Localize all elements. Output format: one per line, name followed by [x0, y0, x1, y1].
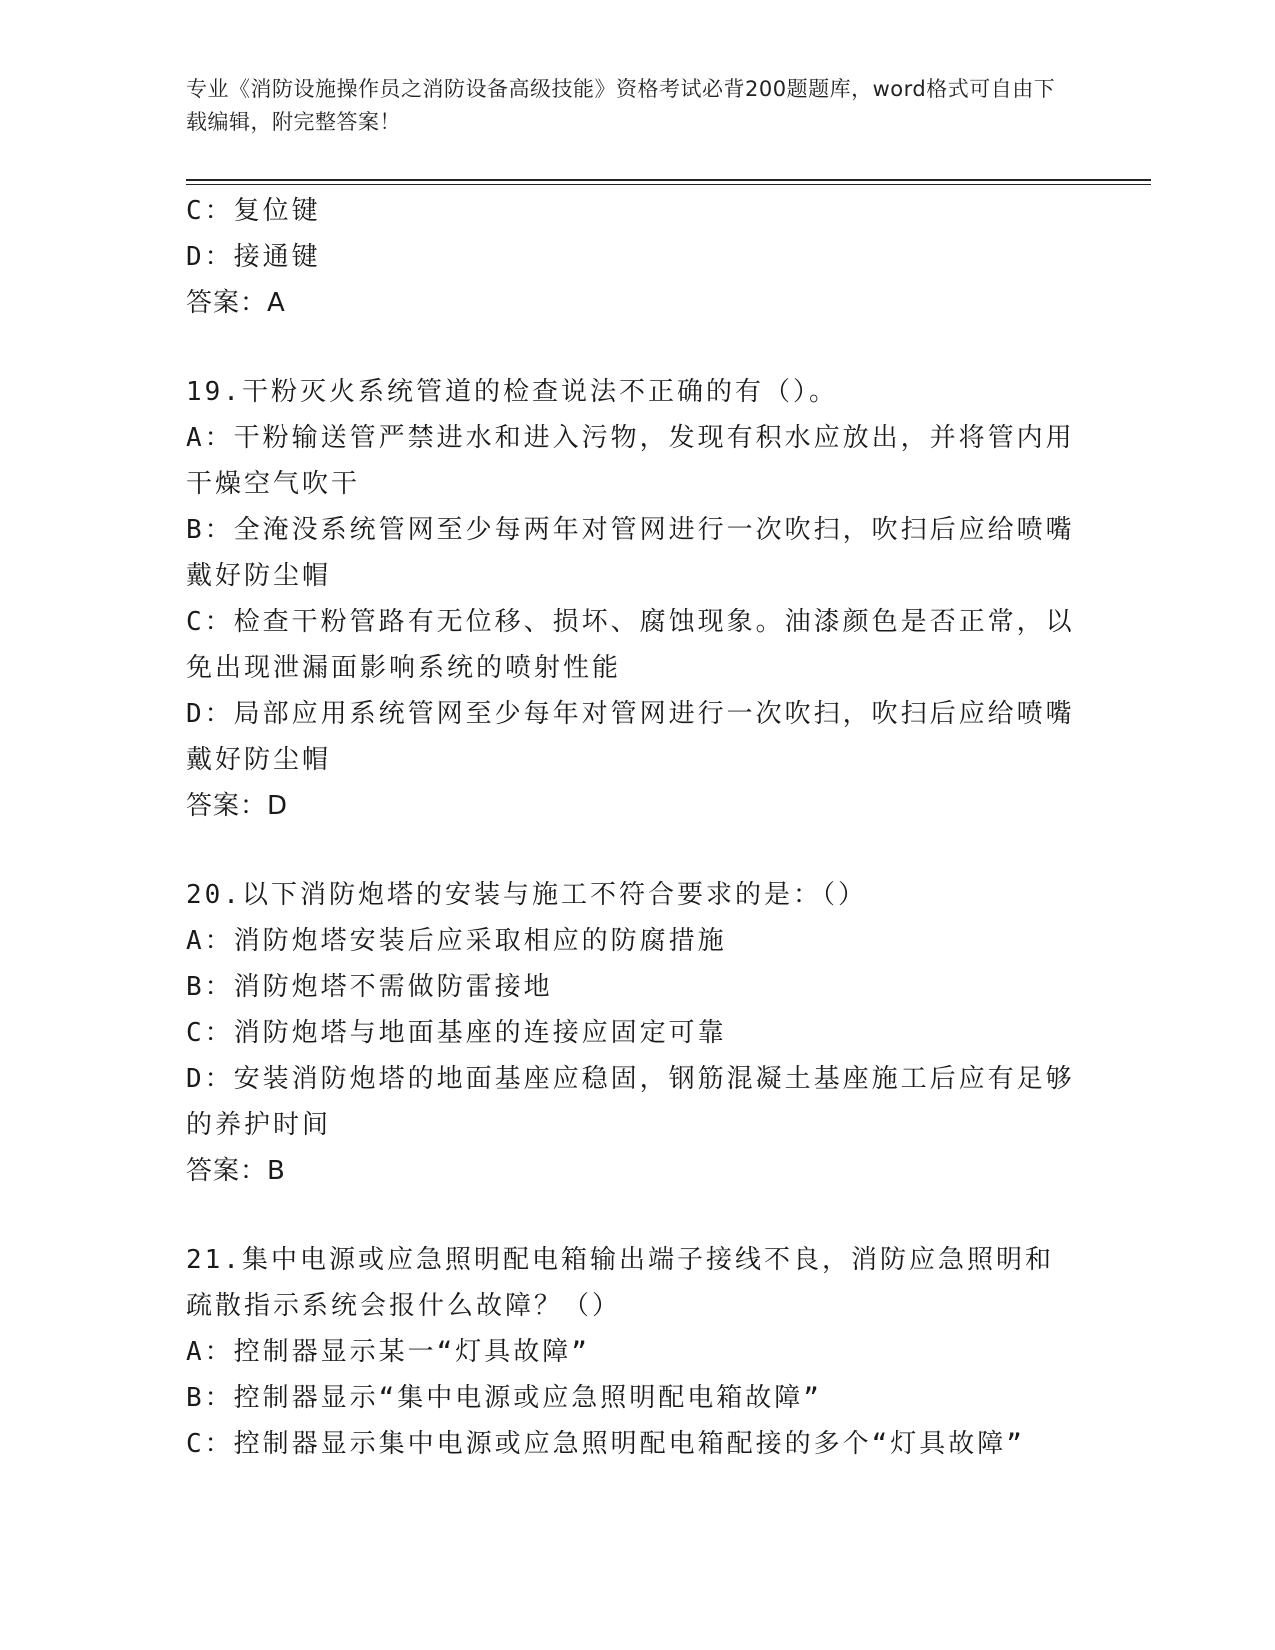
option-d: D：接通键: [186, 242, 321, 272]
option-b: B：消防炮塔不需做防雷接地: [186, 972, 553, 1002]
option-b: B：控制器显示“集中电源或应急照明配电箱故障”: [186, 1383, 822, 1413]
answer: 答案：B: [186, 1156, 286, 1186]
answer: 答案：D: [186, 791, 289, 821]
spacer: [186, 326, 1076, 369]
question-stem: 20.以下消防炮塔的安装与施工不符合要求的是：（）: [186, 880, 867, 910]
option-c: C：消防炮塔与地面基座的连接应固定可靠: [186, 1018, 727, 1048]
question-content: [186, 188, 1076, 1467]
option-a: A：干粉输送管严禁进水和进入污物，发现有积水应放出，并将管内用干燥空气吹干: [186, 423, 1075, 499]
question-stem: 19.干粉灭火系统管道的检查说法不正确的有（）。: [186, 377, 838, 407]
previous-question-tail: [186, 188, 1076, 326]
answer: 答案：A: [186, 288, 286, 318]
question-20: [186, 872, 1076, 1194]
spacer: [186, 1194, 1076, 1237]
question-stem: 21.集中电源或应急照明配电箱输出端子接线不良，消防应急照明和疏散指示系统会报什么故障？（）: [186, 1245, 1054, 1321]
option-c: C：控制器显示集中电源或应急照明配电箱配接的多个“灯具故障”: [186, 1429, 1025, 1459]
question-19: [186, 369, 1076, 829]
option-d: D：局部应用系统管网至少每年对管网进行一次吹扫，吹扫后应给喷嘴戴好防尘帽: [186, 699, 1075, 775]
option-c: C：复位键: [186, 196, 321, 226]
header-divider-thin: [186, 184, 1151, 185]
option-a: A：消防炮塔安装后应采取相应的防腐措施: [186, 926, 727, 956]
header-divider-thick: [186, 179, 1151, 181]
option-b: B：全淹没系统管网至少每两年对管网进行一次吹扫，吹扫后应给喷嘴戴好防尘帽: [186, 515, 1075, 591]
option-d: D：安装消防炮塔的地面基座应稳固，钢筋混凝土基座施工后应有足够的养护时间: [186, 1064, 1075, 1140]
document-header: 专业《消防设施操作员之消防设备高级技能》资格考试必背200题题库，word格式可自由下载编辑，附完整答案！: [186, 77, 1056, 134]
question-21: [186, 1237, 1076, 1467]
option-c: C：检查干粉管路有无位移、损坏、腐蚀现象。油漆颜色是否正常，以免出现泄漏面影响系统的喷射性能: [186, 607, 1075, 683]
spacer: [186, 829, 1076, 872]
option-a: A：控制器显示某一“灯具故障”: [186, 1337, 590, 1367]
